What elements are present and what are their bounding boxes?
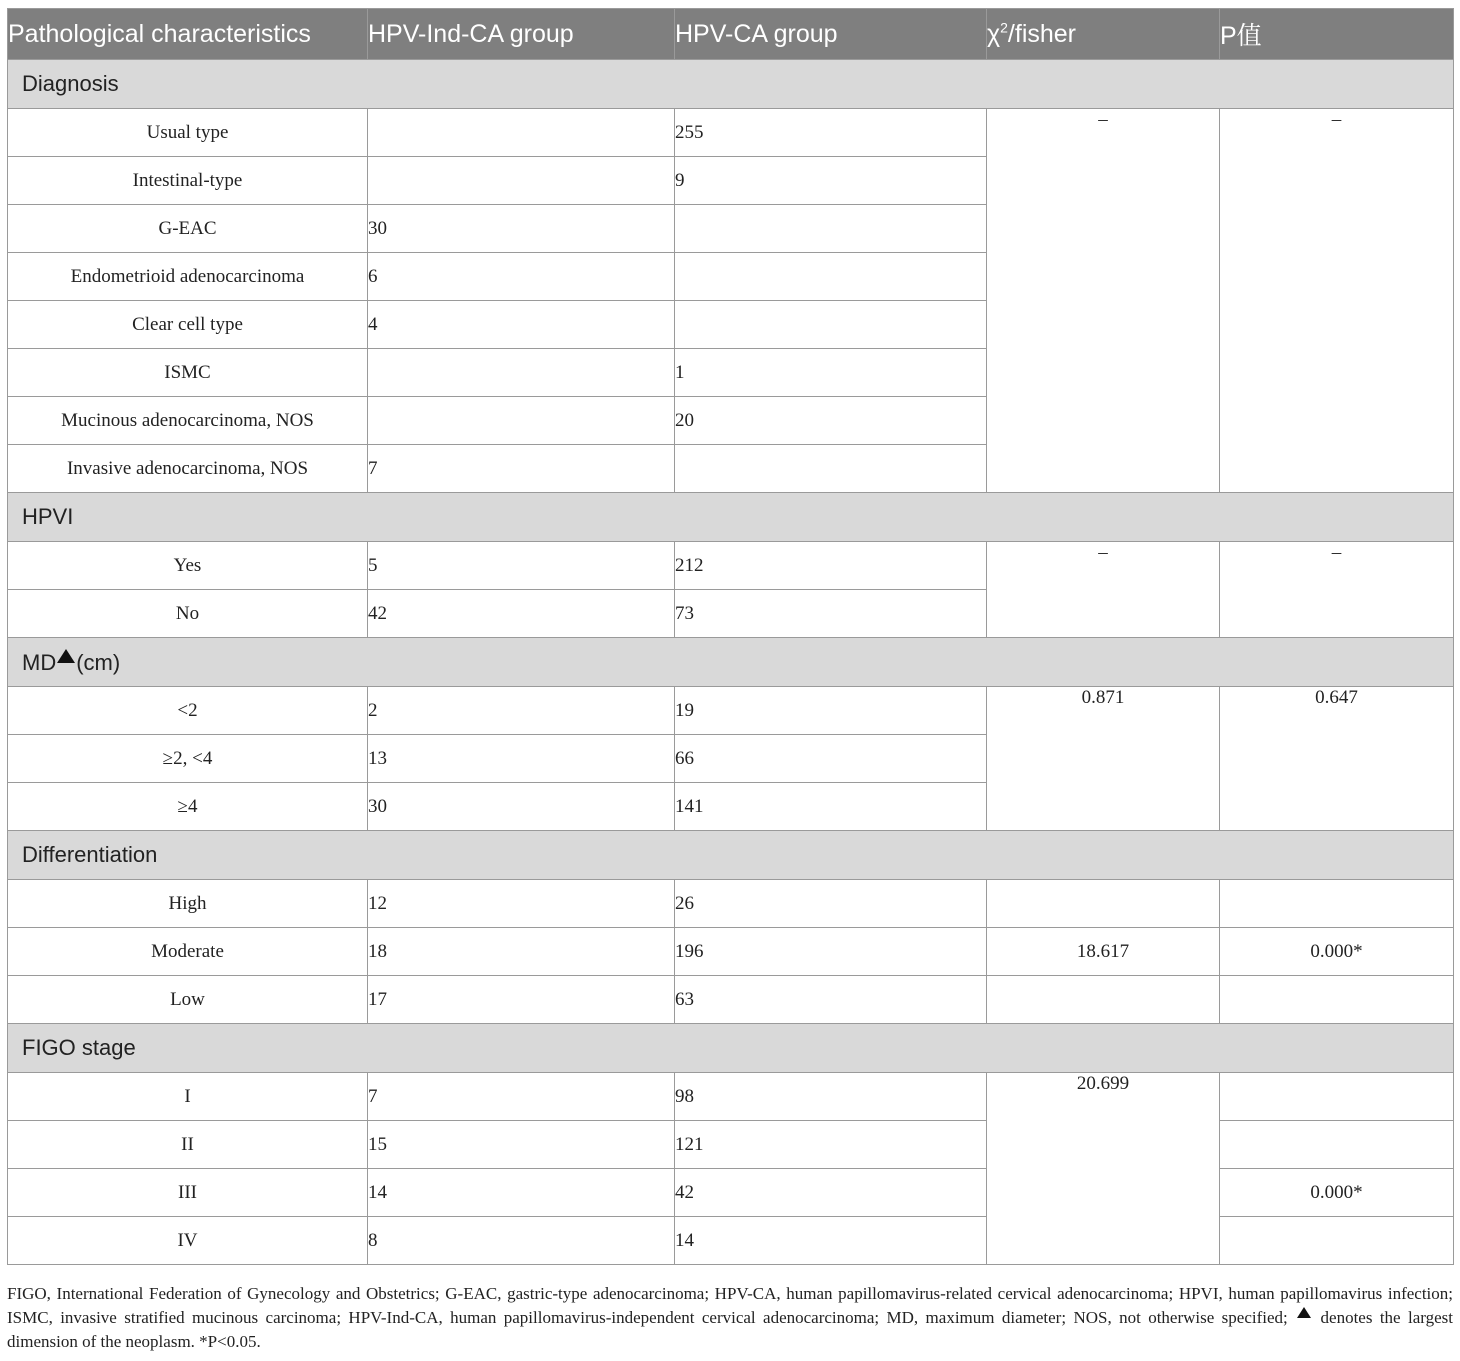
cell-chi: 0.871	[987, 687, 1220, 831]
cell-ind: 8	[368, 1217, 675, 1265]
footnote-text-2: denotes the largest dimension of the neoplasm. *P<0.05.	[7, 1308, 1453, 1351]
cell-ind: 30	[368, 205, 675, 253]
table-row	[8, 1169, 1454, 1217]
cell-p-empty	[1220, 976, 1454, 1024]
row-label: Low	[8, 976, 368, 1024]
cell-ca: 42	[675, 1169, 987, 1217]
cell-ind: 7	[368, 445, 675, 493]
row-label: No	[8, 590, 368, 638]
cell-ca: 19	[675, 687, 987, 735]
cell-ind: 18	[368, 928, 675, 976]
cell-p: –	[1220, 109, 1454, 493]
section-figo	[8, 1024, 1454, 1073]
table-row	[8, 880, 1454, 928]
cell-chi-empty	[987, 976, 1220, 1024]
chi-superscript: 2	[1000, 19, 1008, 36]
cell-ind	[368, 349, 675, 397]
cell-ind: 12	[368, 880, 675, 928]
cell-chi: 20.699	[987, 1073, 1220, 1265]
cell-ca: 66	[675, 735, 987, 783]
cell-ca: 63	[675, 976, 987, 1024]
cell-ca: 141	[675, 783, 987, 831]
row-label: High	[8, 880, 368, 928]
triangle-icon	[1297, 1307, 1311, 1318]
table-row	[8, 928, 1454, 976]
cell-ind: 2	[368, 687, 675, 735]
cell-ca: 14	[675, 1217, 987, 1265]
header-hpv-ind-ca: HPV-Ind-CA group	[368, 9, 675, 60]
cell-ind: 7	[368, 1073, 675, 1121]
cell-ind: 4	[368, 301, 675, 349]
row-label: Usual type	[8, 109, 368, 157]
cell-ca: 26	[675, 880, 987, 928]
header-p-value: P值	[1220, 9, 1454, 60]
row-label: G-EAC	[8, 205, 368, 253]
cell-ind: 15	[368, 1121, 675, 1169]
footnote-text-1: FIGO, International Federation of Gynecology and Obstetrics; G-EAC, gastric-type adenocarcinoma; HPV-CA, human papillomavirus-related cervical adenocarcinoma; HPVI, human papillomavirus infection; ISMC, invasive stratified mucinous carcinoma; HPV-Ind-CA, human papillomavirus-independent cervical adenocarcinoma; MD, maximum diameter; NOS, not otherwise specified;	[7, 1284, 1453, 1327]
triangle-icon	[57, 649, 75, 663]
section-title: Diagnosis	[8, 60, 1454, 109]
cell-ca: 20	[675, 397, 987, 445]
md-title-unit: (cm)	[76, 649, 121, 675]
table-row	[8, 1073, 1454, 1121]
cell-ind: 6	[368, 253, 675, 301]
table-row	[8, 976, 1454, 1024]
cell-ca: 9	[675, 157, 987, 205]
cell-ca: 1	[675, 349, 987, 397]
row-label: Endometrioid adenocarcinoma	[8, 253, 368, 301]
cell-ca: 196	[675, 928, 987, 976]
row-label: Mucinous adenocarcinoma, NOS	[8, 397, 368, 445]
cell-ind: 42	[368, 590, 675, 638]
cell-ind: 14	[368, 1169, 675, 1217]
cell-p-empty	[1220, 1121, 1454, 1169]
cell-chi-empty	[987, 880, 1220, 928]
header-row	[8, 9, 1454, 60]
fisher-text: /fisher	[1007, 19, 1077, 48]
cell-ca: 212	[675, 542, 987, 590]
header-chi-fisher	[987, 9, 1220, 60]
row-label: IV	[8, 1217, 368, 1265]
cell-ind	[368, 157, 675, 205]
cell-ca: 73	[675, 590, 987, 638]
cell-ind: 30	[368, 783, 675, 831]
row-label: ≥4	[8, 783, 368, 831]
section-differentiation	[8, 831, 1454, 880]
table-row	[8, 687, 1454, 735]
row-label: Invasive adenocarcinoma, NOS	[8, 445, 368, 493]
section-title: Differentiation	[8, 831, 1454, 880]
cell-chi: 18.617	[987, 928, 1220, 976]
section-hpvi	[8, 493, 1454, 542]
row-label: Intestinal-type	[8, 157, 368, 205]
row-label: II	[8, 1121, 368, 1169]
row-label: ISMC	[8, 349, 368, 397]
cell-p: 0.647	[1220, 687, 1454, 831]
header-hpv-ca: HPV-CA group	[675, 9, 987, 60]
cell-ind: 17	[368, 976, 675, 1024]
cell-p-empty	[1220, 1073, 1454, 1121]
section-diagnosis	[8, 60, 1454, 109]
table-row	[8, 542, 1454, 590]
cell-chi: –	[987, 542, 1220, 638]
row-label: Yes	[8, 542, 368, 590]
row-label: <2	[8, 687, 368, 735]
section-title: FIGO stage	[8, 1024, 1454, 1073]
cell-chi: –	[987, 109, 1220, 493]
row-label: Moderate	[8, 928, 368, 976]
cell-p-empty	[1220, 1217, 1454, 1265]
header-characteristics: Pathological characteristics	[8, 9, 368, 60]
row-label: I	[8, 1073, 368, 1121]
cell-ca	[675, 205, 987, 253]
cell-ind: 13	[368, 735, 675, 783]
cell-ca	[675, 253, 987, 301]
section-md	[8, 638, 1454, 687]
cell-ca: 255	[675, 109, 987, 157]
section-title	[8, 638, 1454, 687]
cell-p: 0.000*	[1220, 1169, 1454, 1217]
section-title: HPVI	[8, 493, 1454, 542]
pathology-table	[7, 8, 1454, 1265]
cell-p: –	[1220, 542, 1454, 638]
cell-ca: 121	[675, 1121, 987, 1169]
cell-p: 0.000*	[1220, 928, 1454, 976]
table-row	[8, 1217, 1454, 1265]
cell-p-empty	[1220, 880, 1454, 928]
md-title-text: MD	[22, 649, 57, 675]
cell-ca: 98	[675, 1073, 987, 1121]
cell-ind	[368, 397, 675, 445]
cell-ind	[368, 109, 675, 157]
cell-ca	[675, 301, 987, 349]
cell-ca	[675, 445, 987, 493]
cell-ind: 5	[368, 542, 675, 590]
row-label: ≥2, <4	[8, 735, 368, 783]
chi-symbol: χ	[987, 19, 1001, 48]
table-row	[8, 109, 1454, 157]
table-row	[8, 1121, 1454, 1169]
row-label: III	[8, 1169, 368, 1217]
table-footnote	[7, 1282, 1453, 1354]
row-label: Clear cell type	[8, 301, 368, 349]
